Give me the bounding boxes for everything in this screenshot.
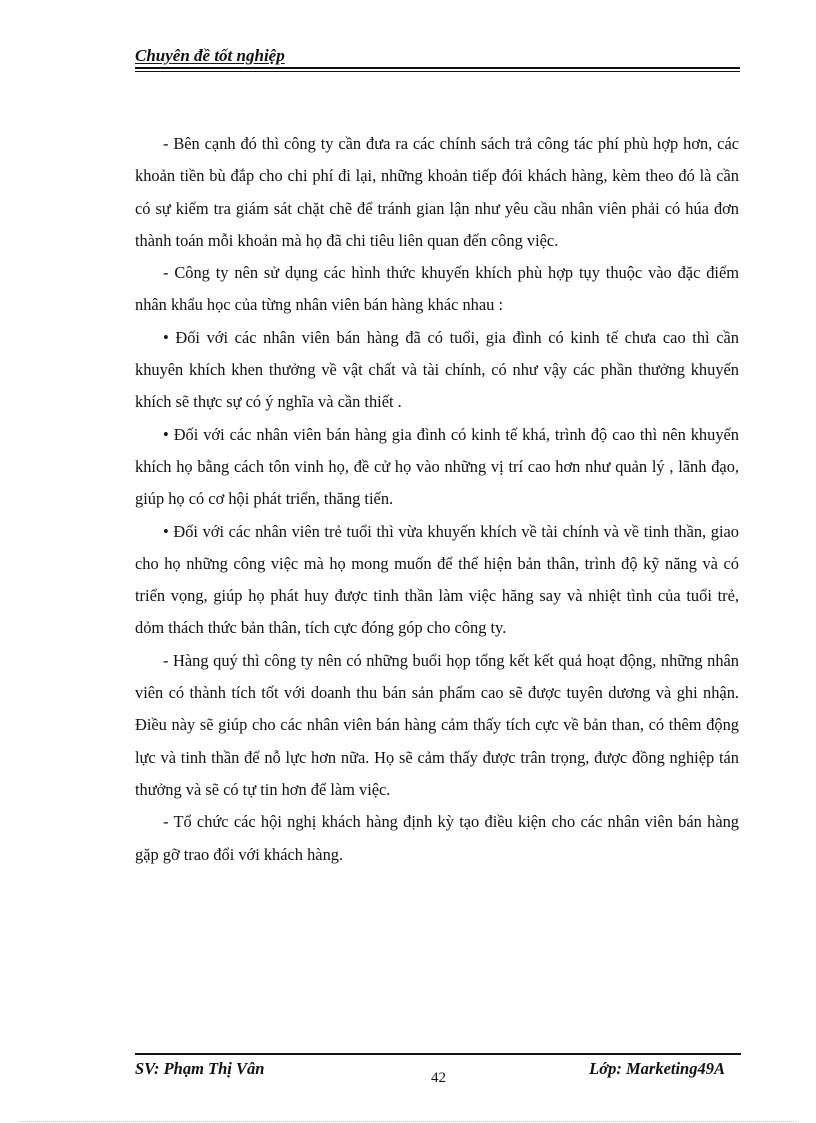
bullet-older-staff: • Đối với các nhân viên bán hàng đã có tuổi, gia đình có kinh tế chưa cao thì cần khuyên khích khen thưởng về vật chất và tài chính, có như vậy các phần thưởng khuyến khích sẽ thực sự có ý nghĩa và cần thiết . (135, 327, 739, 412)
paragraph-customer-conference: - Tổ chức các hội nghị khách hàng định kỳ tạo điều kiện cho các nhân viên bán hàng gặp gỡ trao đổi với khách hàng. (135, 812, 739, 864)
header-title: Chuyên đề tốt nghiệp (135, 46, 285, 65)
footer-class-name: Lớp: Marketing49A (589, 1059, 725, 1078)
footer-student-name: SV: Phạm Thị Vân (135, 1059, 265, 1078)
page-number: 42 (431, 1070, 446, 1086)
paragraph-quarterly-meeting: - Hàng quý thì công ty nên có những buổi họp tổng kết kết quả hoạt động, những nhân viên có thành tích tốt với doanh thu bán sản phẩm cao sẽ được tuyên dương và ghi nhận. Điều này sẽ giúp cho các nhân viên bán hàng cảm thấy tích cực về bản than, có thêm động lực và tinh thần để nỗ lực hơn nữa. Họ sẽ cảm thấy được trân trọng, được đồng nghiệp tán thưởng và sẽ có tự tin hơn để làm việc. (135, 650, 739, 799)
page-edge-divider (20, 1121, 796, 1122)
page-header (135, 46, 740, 66)
bullet-young-staff: • Đối với các nhân viên trẻ tuổi thì vừa khuyến khích về tài chính và về tinh thần, giao cho họ những công việc mà họ mong muốn để thể hiện bản thân, trình độ kỹ năng và có triển vọng, giúp họ phát huy được tinh thần làm việc hăng say và nhiệt tình của tuổi trẻ, dỏm thách thức bản thân, tích cực đóng góp cho công ty. (135, 521, 739, 638)
paragraph-travel-allowance: - Bên cạnh đó thì công ty cần đưa ra các chính sách trả công tác phí phù hợp hơn, các khoản tiền bù đắp cho chi phí đi lại, những khoản tiếp đói khách hàng, kèm theo đó là cần có sự kiểm tra giám sát chặt chẽ để tránh gian lận như yêu cầu nhân viên phải có húa đơn thành toán mỗi khoản mà họ đã chi tiêu liên quan đến công việc. (135, 134, 739, 250)
bullet-skilled-staff: • Đối với các nhân viên bán hàng gia đình có kinh tế khá, trình độ cao thì nên khuyến khích họ bằng cách tôn vinh họ, đề cử họ vào những vị trí cao hơn như quản lý , lãnh đạo, giúp họ có cơ hội phát triển, thăng tiến. (135, 424, 739, 509)
document-body (135, 128, 739, 871)
header-rule-thin (135, 71, 740, 72)
page-footer (135, 1050, 741, 1090)
header-rule (135, 67, 740, 69)
footer-rule (135, 1053, 741, 1055)
paragraph-incentive-forms: - Công ty nên sử dụng các hình thức khuyến khích phù hợp tụy thuộc vào đặc điểm nhân khẩu học của từng nhân viên bán hàng khác nhau : (135, 263, 739, 315)
